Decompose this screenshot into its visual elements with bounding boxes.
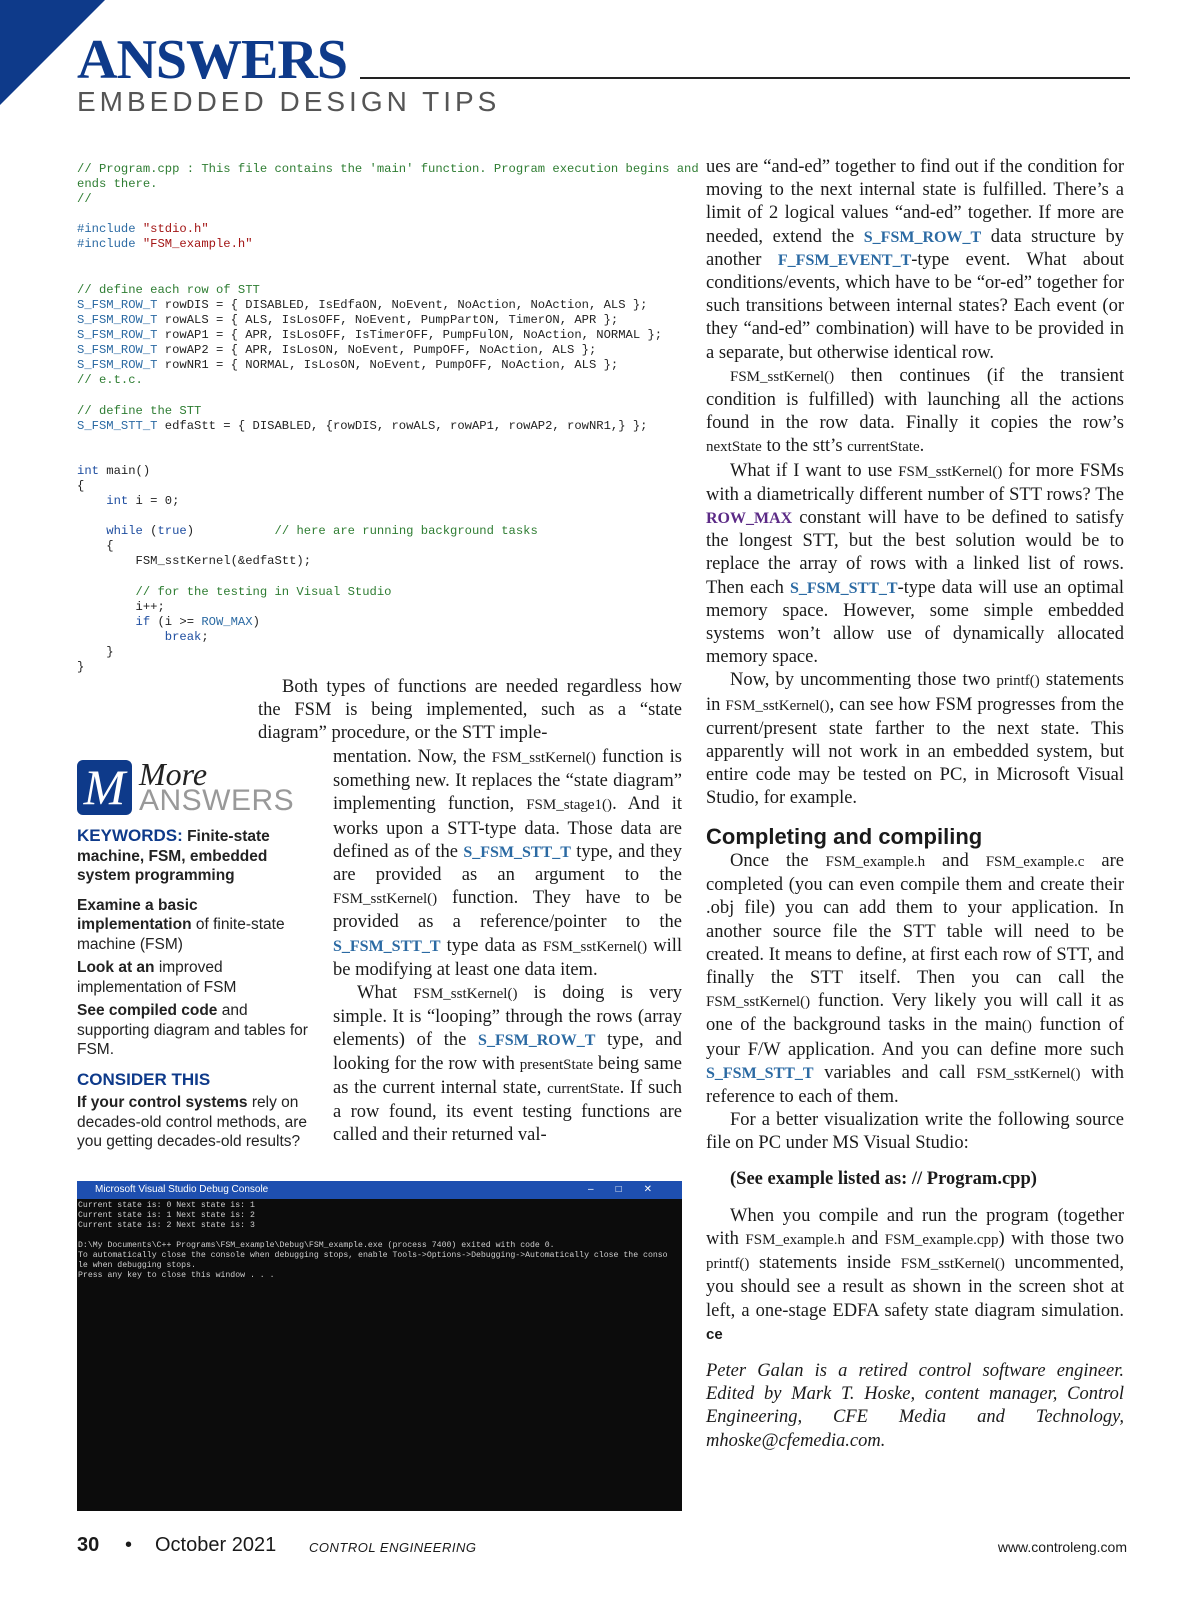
more-label: More <box>139 756 208 792</box>
console-line: D:\My Documents\C++ Programs\FSM_example\Debug\FSM_example.exe (process 7400) exited with code 0. <box>78 1241 555 1250</box>
code-line: int i = 0; <box>106 494 180 509</box>
console-line: Press any key to close this window . . . <box>78 1271 275 1280</box>
sidebar-item: See compiled code and supporting diagram and tables for FSM. <box>77 1002 308 1058</box>
magazine-name: CONTROL ENGINEERING <box>309 1540 477 1555</box>
author-bio: Peter Galan is a retired control software engineer. Edited by Mark T. Hoske, content manager, Control Engineering, CFE Media and Technology, mhoske@cfemedia.com. <box>706 1360 1124 1451</box>
code-line <box>77 449 697 464</box>
paragraph: What FSM_sstKernel() is doing is very simple. It is “looping” through the rows (array elements) of the S_FSM_ROW_T type, and looking for the row with presentState being same as the current internal state, currentState. If such a row found, its event testing functions are called and their returned val- <box>333 983 682 1146</box>
debug-console-screenshot <box>77 1181 682 1511</box>
code-line <box>77 268 697 283</box>
code-line: S_FSM_ROW_T rowDIS = { DISABLED, IsEdfaON, NoEvent, NoAction, NoAction, ALS }; <box>77 297 648 312</box>
code-line <box>77 509 697 524</box>
console-line: To automatically close the console when debugging stops, enable Tools->Options->Debugging->Automatically close the conso <box>78 1251 668 1260</box>
console-line: Current state is: 0 Next state is: 1 <box>78 1201 255 1210</box>
subheading: Completing and compiling <box>706 823 983 849</box>
code-line: #include "FSM_example.h" <box>77 237 253 252</box>
page-number: 30 <box>77 1534 100 1556</box>
section-subtitle: EMBEDDED DESIGN TIPS <box>77 86 501 117</box>
code-line <box>77 207 697 222</box>
paragraph: ues are “and-ed” together to find out if the condition for moving to the next internal state is fulfilled. There’s a limit of 2 logical values “and-ed” together. If more are needed, extend the S_FSM_ROW_T data structure by another F_FSM_EVENT_T-type event. What about conditions/events, which have to be “or-ed” together for such transitions between internal states? Each event (or they “and-ed” combination) will have to be provided in a separate, but otherwise identical row. <box>706 157 1124 363</box>
code-line: S_FSM_ROW_T rowALS = { ALS, IsLosOFF, NoEvent, PumpPartON, TimerON, APR }; <box>77 312 619 327</box>
body-column-mid <box>333 746 682 1147</box>
end-mark: ce <box>706 1325 723 1343</box>
code-line: S_FSM_ROW_T rowNR1 = { NORMAL, IsLosON, NoEvent, PumpOFF, NoAction, ALS }; <box>77 358 619 373</box>
example-reference: (See example listed as: // Program.cpp) <box>730 1168 1037 1189</box>
paragraph: What if I want to use FSM_sstKernel() for more FSMs with a diametrically different number of STT rows? The ROW_MAX constant will have to be defined to satisfy the longest STT, but the best solution would be to replace the array of rows with a linked list of rows. Then each S_FSM_STT_T-type data will use an optimal memory space. However, some simple embedded systems won’t allow use of dynamically allocated memory space. <box>706 460 1124 668</box>
console-line: Current state is: 2 Next state is: 3 <box>78 1221 255 1230</box>
code-line <box>77 570 697 585</box>
code-line: } <box>77 645 114 659</box>
code-line: i++; <box>77 599 165 614</box>
code-listing <box>77 162 697 682</box>
code-line: { <box>77 478 85 493</box>
console-title-bar: Microsoft Visual Studio Debug Console –□✕ <box>77 1181 682 1199</box>
console-output <box>77 1199 682 1283</box>
code-line: ends there. <box>77 177 158 192</box>
code-line: // define each row of STT <box>77 282 260 297</box>
code-line: FSM_sstKernel(&edfaStt); <box>77 554 312 569</box>
header-rule <box>360 77 1130 79</box>
website-url[interactable]: www.controleng.com <box>997 1539 1127 1555</box>
console-line <box>78 1231 681 1241</box>
paragraph: For a better visualization write the following source file on PC under MS Visual Studio: <box>706 1110 1124 1154</box>
answers-label: ANSWERS <box>139 784 295 817</box>
code-line: // Program.cpp : This file contains the 'main' function. Program execution begins and <box>77 162 699 176</box>
code-line: // define the STT <box>77 403 202 418</box>
paragraph: Now, by uncommenting those two printf() statements in FSM_sstKernel(), can see how FSM progresses from the current/present state farther to the next state. This apparently will not work in an embedded system, but entire code may be tested on PC, in Microsoft Visual Studio, for example. <box>706 670 1124 809</box>
code-line: break; <box>164 629 209 644</box>
code-line: } <box>77 660 85 675</box>
paragraph: Both types of functions are needed regardless how the FSM is being implemented, such as a “state diagram” procedure, or the STT imple- <box>258 677 682 744</box>
issue-date: October 2021 <box>155 1534 277 1556</box>
console-line: le when debugging stops. <box>78 1261 196 1270</box>
sidebar-item: Examine a basic implementation of finite-state machine (FSM) <box>77 896 285 953</box>
paragraph: Once the FSM_example.h and FSM_example.c are completed (you can even compile them and create their .obj file) you can add them to your application. In another source file the STT table will need to be created. It means to define, at first each row of STT, and finally the STT itself. Then you can call the FSM_sstKernel() function. Very likely you will call it as one of the background tasks in the main() function of your F/W application. And you can define more such S_FSM_STT_T variables and call FSM_sstKernel() with reference to each of them. <box>706 850 1125 1107</box>
code-line: if (i >= ROW_MAX) <box>135 614 260 629</box>
code-line: S_FSM_STT_T edfaStt = { DISABLED, {rowDIS, rowALS, rowAP1, rowAP2, rowNR1,} }; <box>77 418 648 433</box>
sidebar-item: Look at an improved implementation of FSM <box>77 959 237 996</box>
more-answers-logo: M <box>77 760 132 815</box>
body-column-intro <box>258 676 682 746</box>
code-line <box>77 253 697 268</box>
code-line: // for the testing in Visual Studio <box>77 584 392 599</box>
code-line: // e.t.c. <box>77 373 143 388</box>
body-column-right <box>706 156 1124 1453</box>
code-line: S_FSM_ROW_T rowAP1 = { APR, IsLosOFF, IsTimerOFF, PumpFulON, NoAction, NORMAL }; <box>77 328 663 343</box>
code-line: // <box>77 192 92 207</box>
keywords: KEYWORDS: Finite-state machine, FSM, embedded system programming <box>77 826 270 884</box>
code-line: #include "stdio.h" <box>77 222 209 237</box>
code-line: S_FSM_ROW_T rowAP2 = { APR, IsLosON, NoEvent, PumpOFF, NoAction, ALS }; <box>77 343 597 358</box>
paragraph: FSM_sstKernel() then continues (if the transient condition is fulfilled) with launching all the actions found in the row data. Finally it copies the row’s nextState to the stt’s currentState. <box>706 365 1124 457</box>
page-footer <box>77 1534 1127 1564</box>
code-line: while (true) // here are running background tasks <box>106 524 538 539</box>
paragraph: When you compile and run the program (together with FSM_example.h and FSM_example.cpp) with those two printf() statements inside FSM_sstKernel() uncommented, you should see a result as shown in the screen shot at left, a one-stage EDFA safety state diagram simulation. ce <box>706 1205 1124 1343</box>
paragraph: mentation. Now, the FSM_sstKernel() function is something new. It replaces the “state diagram” implementing function, FSM_stage1(). And it works upon a STT-type data. Those data are defined as of the S_FSM_STT_T type, and they are provided as an argument to the FSM_sstKernel() function. They have to be provided as a reference/pointer to the S_FSM_STT_T type data as FSM_sstKernel() will be modifying at least one data item. <box>333 747 682 980</box>
section-title: ANSWERS <box>77 29 347 91</box>
code-line <box>77 434 697 449</box>
consider-heading: CONSIDER THIS <box>77 1069 211 1089</box>
code-line: int main() <box>77 463 151 478</box>
code-line <box>77 388 697 403</box>
console-line: Current state is: 1 Next state is: 2 <box>78 1211 255 1220</box>
window-controls-icon: –□✕ <box>588 1184 674 1195</box>
consider-text: If your control systems rely on decades-old control methods, are you getting decades-old results? <box>77 1094 308 1150</box>
code-line: { <box>77 539 114 554</box>
footer-bullet: • <box>125 1534 133 1556</box>
